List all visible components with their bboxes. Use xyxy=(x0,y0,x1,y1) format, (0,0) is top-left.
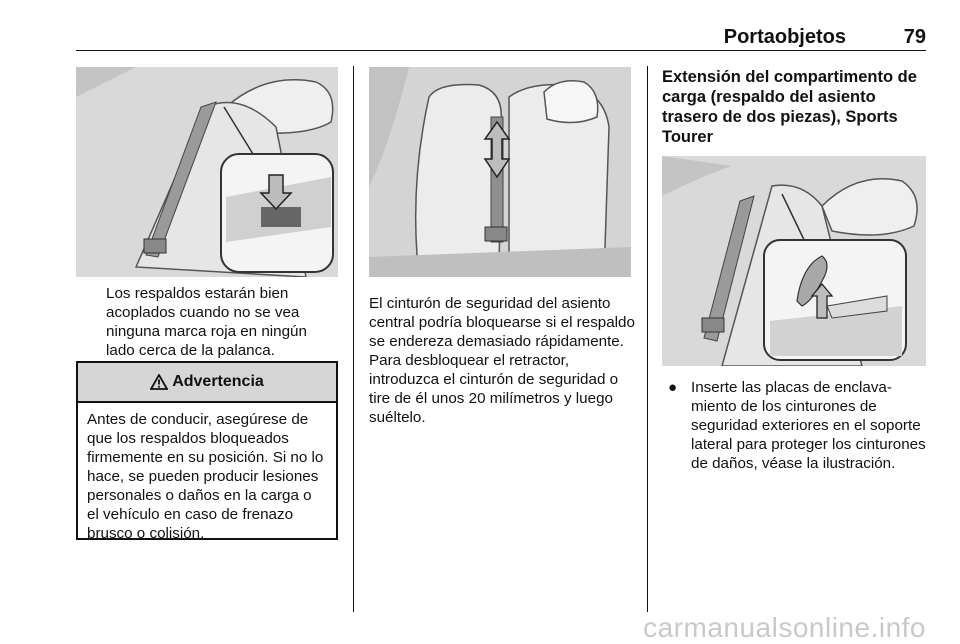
rear-seat-belt-illustration xyxy=(369,67,631,277)
watermark: carmanualsonline.info xyxy=(643,612,926,643)
column-divider xyxy=(647,66,648,612)
section-heading: Extensión del compartimento de carga (respaldo del asiento trasero de dos piezas), Sports Tourer xyxy=(662,68,917,146)
header-rule xyxy=(76,50,926,51)
belt-holder-illustration xyxy=(662,156,926,366)
warning-triangle-icon xyxy=(150,374,168,390)
warning-text: Antes de conducir, asegúrese de que los respaldos bloqueados firmemente en su posición. Si no lo hace, se pueden producir lesiones personales o daños en la carga o el vehículo en caso de frenazo brusco o colisión. xyxy=(87,411,324,542)
belt-instructions: El cinturón de seguridad del asiento central podría bloquearse si el respaldo se endereza demasiado rápidamente. Para desbloquear el retractor, introduzca el cinturón de seguridad o tire de él unos 20 milímetros y luego suéltelo. xyxy=(369,295,635,426)
bullet-icon: ● xyxy=(668,379,678,396)
section-title: Portaobjetos xyxy=(723,26,846,48)
illustration-caption: Los respaldos estarán bien acoplados cuando no se vea ninguna marca roja en ningún lado cerca de la palanca. xyxy=(106,285,307,359)
page-number: 79 xyxy=(903,26,926,48)
warning-title: Advertencia xyxy=(172,373,264,390)
column-divider xyxy=(353,66,354,612)
list-item-text: Inserte las placas de enclavamiento de los cinturones de seguridad exteriores en el soporte lateral para proteger los cinturones de daños, véase la ilustración. xyxy=(691,379,926,472)
warning-box xyxy=(76,361,338,540)
page-header xyxy=(76,0,926,50)
warning-header xyxy=(78,363,336,403)
seatback-lock-illustration xyxy=(76,67,338,277)
